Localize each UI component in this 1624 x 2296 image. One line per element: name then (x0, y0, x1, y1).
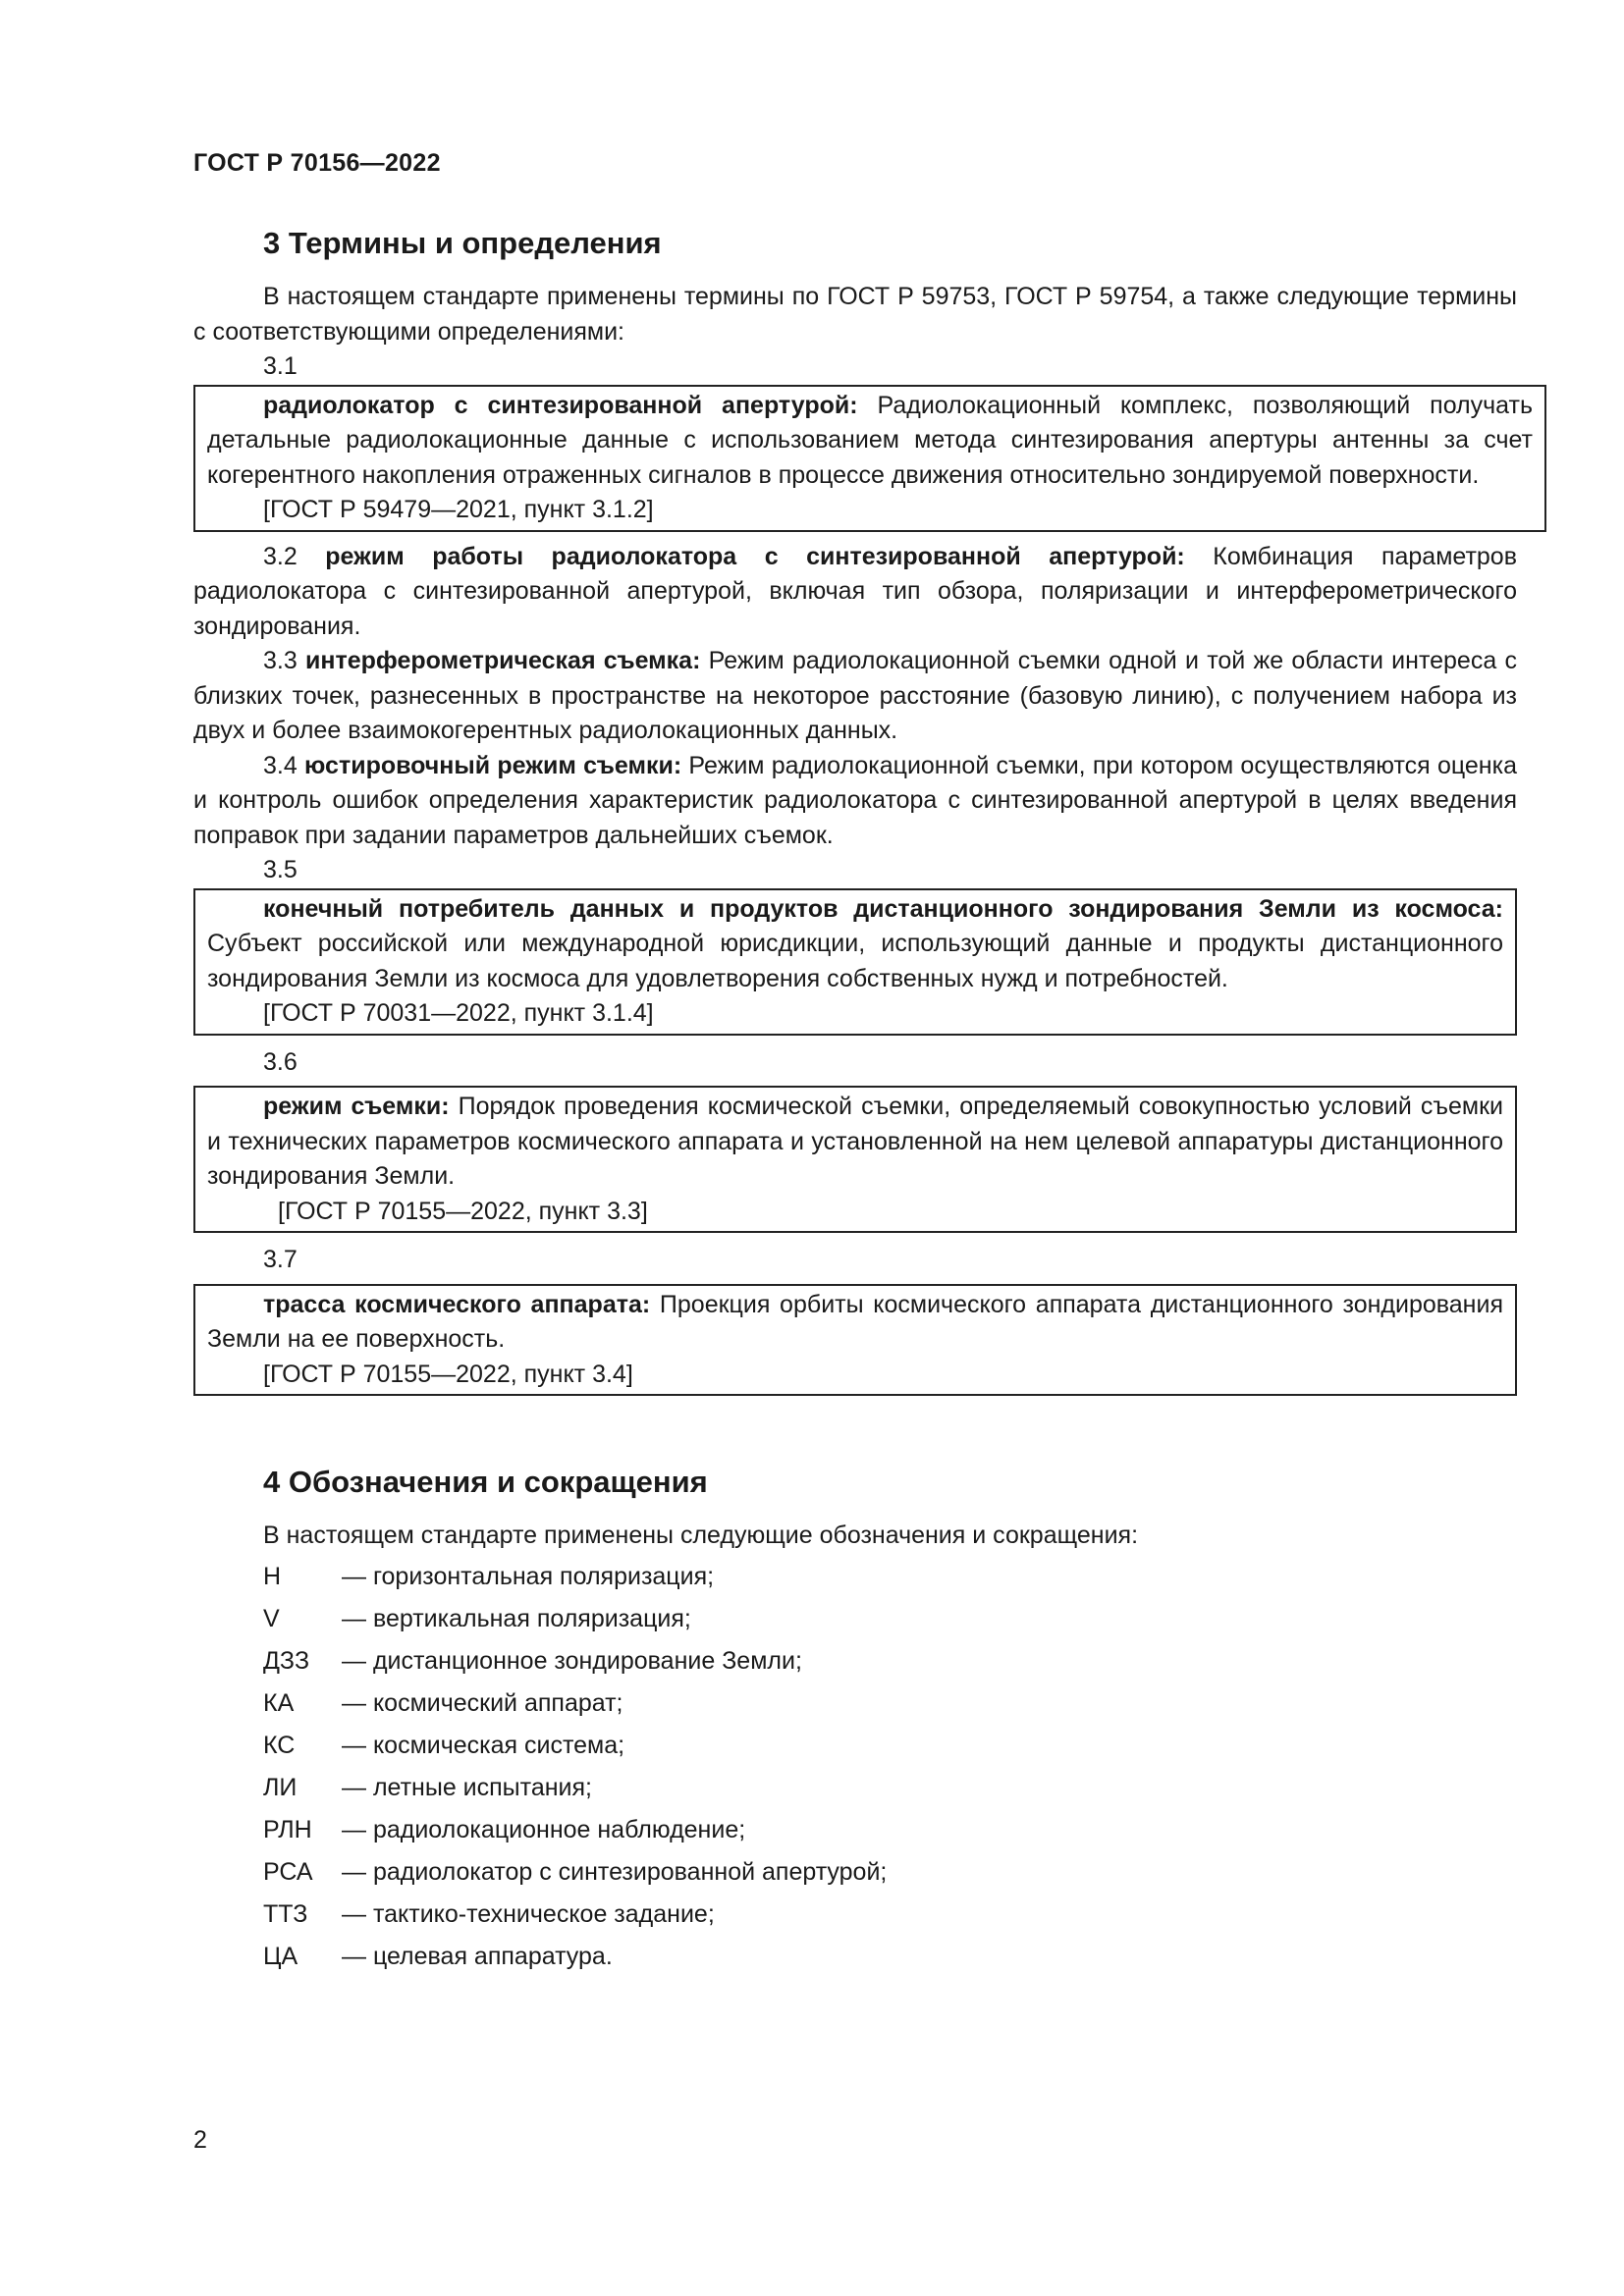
list-item (193, 1682, 1517, 1725)
abbreviation-code: КА (263, 1688, 295, 1717)
term-3-4-text: Режим радиолокационной съемки, при котором осуществляются оценка и контроль ошибок определения характеристик радиолокатора с синтезированной апертурой в целях введения поправок при задании параметров дальнейших съемок. (193, 751, 1518, 849)
term-3-6-source: [ГОСТ Р 70155—2022, пункт 3.3] (278, 1197, 648, 1225)
abbreviation-code: ДЗЗ (263, 1646, 310, 1675)
term-3-7-text: Проекция орбиты космического аппарата дистанционного зондирования Земли на ее поверхность. (207, 1290, 1503, 1353)
page-content (193, 224, 1533, 1978)
abbreviation-code: КС (263, 1731, 296, 1759)
term-3-4-term: юстировочный режим съемки: (304, 751, 682, 779)
abbreviation-code: РЛН (263, 1815, 312, 1843)
list-item (193, 1640, 1517, 1682)
term-3-3 (193, 644, 1517, 749)
term-3-6-term: режим съемки: (263, 1093, 450, 1120)
term-3-5-number: 3.5 (263, 856, 298, 883)
abbreviation-code: ЛИ (263, 1773, 298, 1801)
term-3-1-text: Радиолокационный комплекс, позволяющий получать детальные радиолокационные данные с использованием метода синтезирования апертуры антенны за счет когерентного накопления отраженных сигналов в процессе движения относительно зондируемой поверхности. (207, 391, 1533, 489)
term-3-6-definition (207, 1090, 1503, 1195)
abbreviation-text: — космическая система; (342, 1731, 625, 1759)
abbreviation-code: H (263, 1562, 282, 1590)
section-3-title: 3 Термины и определения (263, 226, 662, 260)
abbreviation-text: — горизонтальная поляризация; (342, 1562, 715, 1590)
list-item (193, 1936, 1517, 1978)
term-3-5-source: [ГОСТ Р 70031—2022, пункт 3.1.4] (263, 999, 654, 1027)
term-3-5-text: Субъект российской или международной юрисдикции, использующий данные и продукты дистанционного зондирования Земли из космоса для удовлетворения собственных нужд и потребностей. (207, 930, 1503, 992)
term-3-1-term: радиолокатор с синтезированной апертурой: (263, 391, 858, 419)
term-3-3-text: Режим радиолокационной съемки одной и той же области интереса с близких точек, разнесенных в пространстве на некоторое расстояние (базовую линию), с получением набора из двух и более взаимокогерентных радиолокационных данных. (193, 647, 1517, 744)
term-3-7-term: трасса космического аппарата: (263, 1290, 651, 1318)
abbreviation-code: ТТЗ (263, 1899, 308, 1928)
abbreviation-code: V (263, 1604, 280, 1632)
term-3-4-number: 3.4 (263, 751, 298, 779)
term-3-2-term: режим работы радиолокатора с синтезированной апертурой: (325, 542, 1185, 570)
abbreviation-code: ЦА (263, 1942, 298, 1970)
abbreviation-text: — тактико-техническое задание; (342, 1899, 715, 1928)
list-item (193, 1894, 1517, 1936)
term-3-5-term: конечный потребитель данных и продуктов дистанционного зондирования Земли из космоса: (263, 894, 1503, 923)
section-4-title: 4 Обозначения и сокращения (263, 1465, 708, 1499)
abbreviation-text: — дистанционное зондирование Земли; (342, 1646, 802, 1675)
term-3-4 (193, 749, 1517, 854)
list-item (193, 1725, 1517, 1767)
term-3-1-number: 3.1 (263, 352, 298, 380)
abbreviation-text: — целевая аппаратура. (342, 1942, 613, 1970)
term-3-1-definition (207, 389, 1533, 494)
abbreviation-text: — радиолокационное наблюдение; (342, 1815, 746, 1843)
list-item (193, 1767, 1517, 1809)
term-3-2 (193, 540, 1517, 645)
abbreviation-text: — радиолокатор с синтезированной апертурой; (342, 1857, 888, 1886)
section-4-intro: В настоящем стандарте применены следующие обозначения и сокращения: (263, 1522, 1139, 1549)
term-3-6-number: 3.6 (263, 1047, 298, 1076)
term-3-6-box (193, 1086, 1517, 1233)
document-id-header: ГОСТ Р 70156—2022 (193, 149, 441, 177)
page-number: 2 (193, 2126, 207, 2154)
list-item (193, 1556, 1517, 1598)
abbreviation-list (193, 1556, 1517, 1978)
abbreviation-text: — летные испытания; (342, 1773, 592, 1801)
abbreviation-text: — космический аппарат; (342, 1688, 623, 1717)
term-3-3-number: 3.3 (263, 647, 298, 674)
abbreviation-code: РСА (263, 1857, 313, 1886)
term-3-1-source: [ГОСТ Р 59479—2021, пункт 3.1.2] (263, 496, 654, 523)
term-3-6-text: Порядок проведения космической съемки, определяемый совокупностью условий съемки и технических параметров космического аппарата и установленной на нем целевой аппаратуры дистанционного зондирования Земли. (207, 1093, 1504, 1190)
term-3-7-definition (207, 1288, 1503, 1358)
term-3-1-box (193, 385, 1546, 532)
term-3-7-number: 3.7 (263, 1246, 298, 1273)
term-3-2-text: Комбинация параметров радиолокатора с синтезированной апертурой, включая тип обзора, поляризации и интерферометрического зондирования. (193, 542, 1517, 640)
term-3-7-source: [ГОСТ Р 70155—2022, пункт 3.4] (263, 1360, 633, 1388)
list-item (193, 1598, 1517, 1640)
term-3-2-number: 3.2 (263, 542, 298, 570)
term-3-7-box (193, 1284, 1517, 1397)
term-3-3-term: интерферометрическая съемка: (305, 647, 701, 674)
term-3-5-box (193, 888, 1517, 1036)
abbreviation-text: — вертикальная поляризация; (342, 1604, 691, 1632)
section-3-intro: В настоящем стандарте применены термины по ГОСТ Р 59753, ГОСТ Р 59754, а также следующие термины с соответствующими определениями: (193, 283, 1517, 346)
list-item (193, 1851, 1517, 1894)
term-3-5-definition (207, 892, 1503, 997)
list-item (193, 1809, 1517, 1851)
